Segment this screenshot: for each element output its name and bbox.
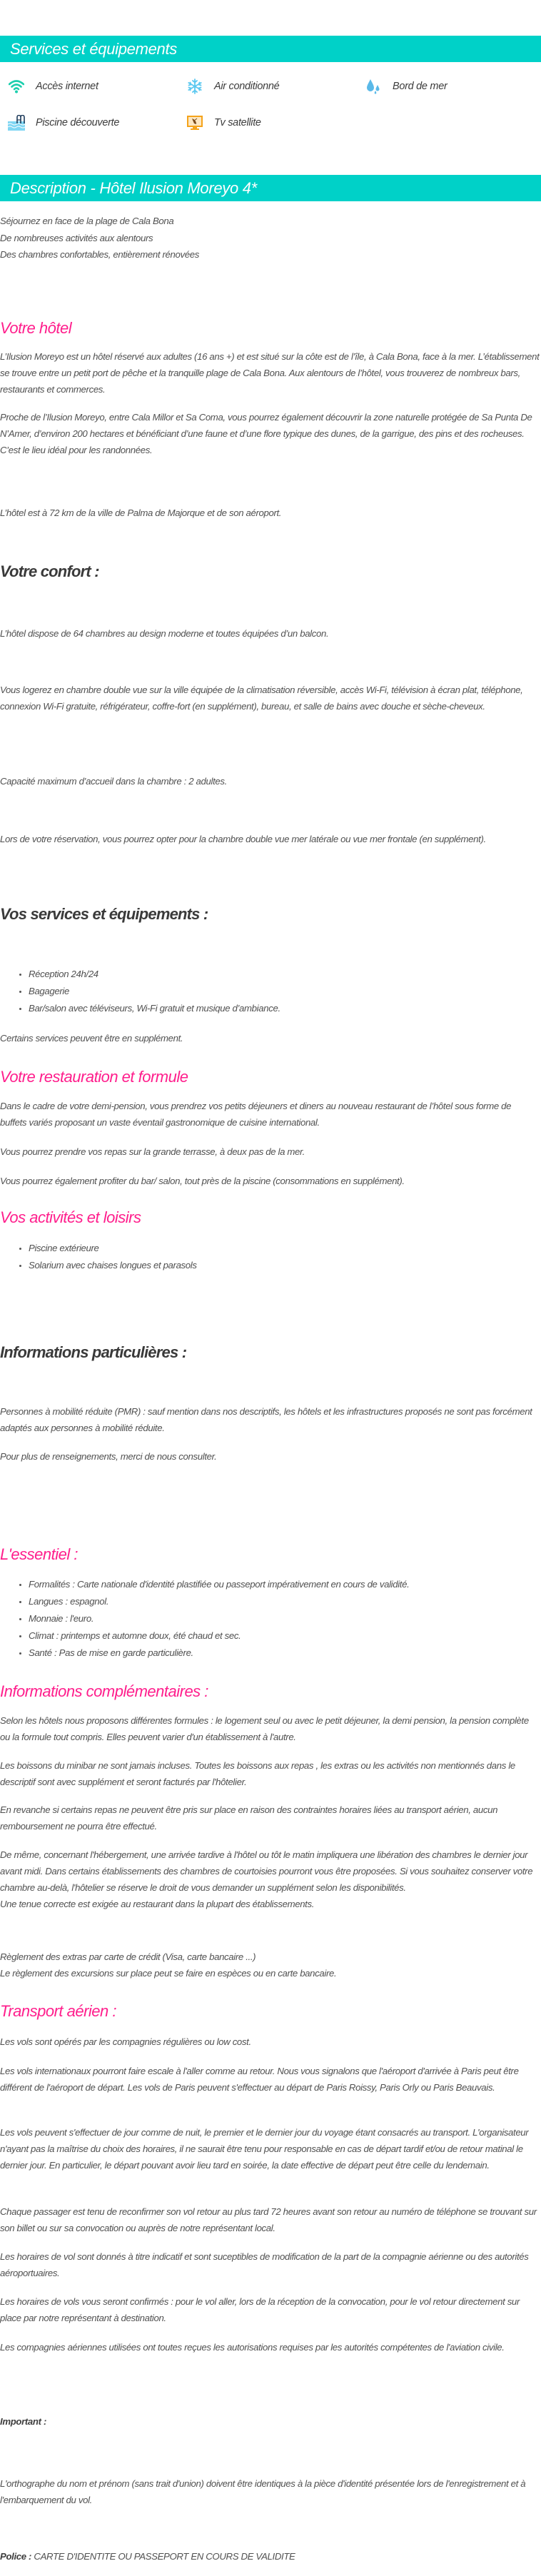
heading-infos-particulieres: Informations particulières : — [0, 1343, 187, 1361]
paragraph: Les horaires de vols vous seront confirmés : pour le vol aller, lors de la réception de la convocation, pour le vol retour directement sur place par notre représentant à destination. — [0, 2296, 520, 2323]
amenity-label: Tv satellite — [214, 117, 261, 128]
paragraph: L’hôtel dispose de 64 chambres au design moderne et toutes équipées d’un balcon. — [0, 628, 329, 639]
list-item: • Climat : printemps et automne doux, été chaud et sec. — [29, 1627, 409, 1645]
list-item: • Solarium avec chaises longues et parasols — [29, 1257, 197, 1274]
list-item: • Santé : Pas de mise en garde particulière. — [29, 1645, 409, 1662]
paragraph: Le règlement des excursions sur place peut se faire en espèces ou en carte bancaire. — [0, 1968, 337, 1979]
paragraph: L’Ilusion Moreyo est un hôtel réservé aux adultes (16 ans +) et est situé sur la côte est de l’île, à Cala Bona, face à la mer. L’établissement se trouve entre un petit port de pêche et la tranquille plage de Cala Bona. Aux alentours de l’hôtel, vous trouverez de nombreux bars, restaurants et commerces. — [0, 351, 540, 395]
paragraph: Les compagnies aériennes utilisées ont toutes reçues les autorisations requises par les autorités compétentes de l'aviation civile. — [0, 2342, 505, 2353]
paragraph: Les vols internationaux pourront faire escale à l'aller comme au retour. Nous vous signalons que l'aéroport d'arrivée à Paris peut être différent de l'aéroport de départ. Les vols de Paris peuvent s'effectuer au départ de Paris Roissy, Paris Orly ou Paris Beauvais. — [0, 2066, 519, 2093]
pool-icon — [7, 115, 26, 131]
paragraph: Capacité maximum d’accueil dans la chambre : 2 adultes. — [0, 776, 227, 787]
paragraph: Selon les hôtels nous proposons différentes formules : le logement seul ou avec le petit déjeuner, la demi pension, la pension complète ou la formule tout compris. Elles peuvent varier d'un établissement à l'autre. — [0, 1715, 529, 1742]
essentials-list — [0, 1576, 409, 1662]
services-section-header — [0, 36, 541, 62]
amenity-satellite-tv — [186, 114, 261, 131]
highlight-line: De nombreuses activités aux alentours — [0, 232, 153, 243]
paragraph: Lors de votre réservation, vous pourrez opter pour la chambre double vue mer latérale ou vue mer frontale (en supplément). — [0, 834, 486, 844]
heading-infos-complementaires: Informations complémentaires : — [0, 1682, 208, 1700]
highlight-line: Séjournez en face de la plage de Cala Bona — [0, 216, 174, 226]
paragraph: Les vols sont opérés par les compagnies régulières ou low cost. — [0, 2036, 251, 2047]
list-item: • Bagagerie — [29, 983, 280, 1000]
highlight-line: Des chambres confortables, entièrement rénovées — [0, 249, 199, 260]
amenity-outdoor-pool — [7, 114, 119, 131]
amenity-internet — [7, 78, 98, 95]
amenity-label: Accès internet — [36, 81, 98, 92]
paragraph: L’hôtel est à 72 km de la ville de Palma de Majorque et de son aéroport. — [0, 507, 282, 518]
services-title: Services et équipements — [10, 40, 178, 58]
list-item: • Langues : espagnol. — [29, 1593, 409, 1610]
description-section-header — [0, 175, 541, 201]
police-label: Police : — [0, 2551, 32, 2562]
paragraph: Les horaires de vol sont donnés à titre indicatif et sont suceptibles de modification de la part de la compagnie aérienne ou des autorités aéroportuaires. — [0, 2251, 529, 2278]
paragraph: Vous pourrez prendre vos repas sur la grande terrasse, à deux pas de la mer. — [0, 1146, 305, 1157]
activities-list — [0, 1240, 197, 1274]
paragraph-group — [0, 1949, 540, 1981]
heading-vos-services: Vos services et équipements : — [0, 905, 208, 923]
paragraph: Règlement des extras par carte de crédit (Visa, carte bancaire ...) — [0, 1951, 256, 1962]
list-item: • Réception 24h/24 — [29, 966, 280, 983]
heading-restauration: Votre restauration et formule — [0, 1068, 188, 1086]
paragraph: Chaque passager est tenu de reconfirmer son vol retour au plus tard 72 heures avant son retour au numéro de téléphone se trouvant sur son billet ou sur sa convocation ou auprès de notre représentant local. — [0, 2206, 537, 2233]
paragraph: Vous logerez en chambre double vue sur la ville équipée de la climatisation réversible, accès Wi-Fi, télévision à écran plat, téléphone, connexion Wi-Fi gratuite, réfrigérateur, coffre-fort (en supplément), bureau, et salle de bains avec douche et sèche-cheveux. — [0, 685, 523, 712]
paragraph: Personnes à mobilité réduite (PMR) : sauf mention dans nos descriptifs, les hôtels et les infrastructures proposés ne sont pas forcément adaptés aux personnes à mobilité réduite. — [0, 1406, 532, 1433]
amenity-label: Piscine découverte — [36, 117, 120, 128]
list-item: • Piscine extérieure — [29, 1240, 197, 1257]
paragraph: Les boissons du minibar ne sont jamais incluses. Toutes les boissons aux repas , les extras ou les activités non mentionnés dans le descriptif sont avec supplément et seront facturés par l'hôtelier. — [0, 1760, 515, 1787]
important-label: Important : — [0, 2416, 47, 2427]
heading-votre-hotel: Votre hôtel — [0, 319, 72, 337]
amenity-label: Bord de mer — [393, 81, 448, 92]
important-text: L'orthographe du nom et prénom (sans trait d'union) doivent être identiques à la pièce d'identité présentée lors de l'enregistrement et à l'embarquement du vol. — [0, 2478, 526, 2505]
heading-essentiel: L'essentiel : — [0, 1545, 78, 1563]
amenity-air-conditioning — [186, 78, 279, 95]
paragraph: De même, concernant l'hébergement, une arrivée tardive à l'hôtel ou tôt le matin impliquera une libération des chambres le dernier jour avant midi. Dans certains établissements des chambres de courtoisies pourront vous être proposées. Si vous souhaitez conserver votre chambre au-delà, l'hôtelier se réserve le droit de vous demander un supplément selon les disponibilités. — [0, 1849, 533, 1893]
heading-votre-confort: Votre confort : — [0, 562, 99, 580]
amenity-seaside — [364, 78, 448, 95]
amenity-label: Air conditionné — [214, 81, 280, 92]
paragraph: Les vols peuvent s'effectuer de jour comme de nuit, le premier et le dernier jour du voyage étant consacrés au transport. L'organisateur n'ayant pas la maîtrise du choix des horaires, il ne saurait être tenu pour responsable en cas de départ tardif et/ou de retour matinal le dernier jour. En particulier, le départ pouvant avoir lieu tard en soirée, la date effective de départ peut être celle du lendemain. — [0, 2127, 529, 2171]
satellite-tv-icon — [186, 115, 204, 131]
police-line — [0, 2548, 540, 2565]
paragraph: Proche de l’Ilusion Moreyo, entre Cala Millor et Sa Coma, vous pourrez également découvrir la zone naturelle protégée de Sa Punta De N’Amer, d’environ 200 hectares et bénéficiant d’une faune et d’une flore typique des dunes, de la garrigue, des pins et des rocheuses. C’est le lieu idéal pour les randonnées. — [0, 412, 532, 455]
paragraph: Une tenue correcte est exigée au restaurant dans la plupart des établissements. — [0, 1899, 315, 1909]
water-drops-icon — [364, 79, 383, 94]
paragraph: Pour plus de renseignements, merci de nous consulter. — [0, 1451, 217, 1462]
wifi-icon — [7, 79, 26, 94]
snowflake-icon — [186, 79, 204, 94]
services-list — [0, 966, 280, 1017]
description-title: Description - Hôtel Ilusion Moreyo 4* — [10, 179, 257, 197]
list-item: • Bar/salon avec téléviseurs, Wi-Fi gratuit et musique d’ambiance. — [29, 1000, 280, 1017]
paragraph: Dans le cadre de votre demi-pension, vous prendrez vos petits déjeuners et diners au nouveau restaurant de l’hôtel sous forme de buffets variés proposant un vaste éventail gastronomique de cuisine international. — [0, 1101, 512, 1128]
heading-activites: Vos activités et loisirs — [0, 1208, 141, 1226]
heading-transport: Transport aérien : — [0, 2002, 117, 2020]
list-item: • Formalités : Carte nationale d'identité plastifiée ou passeport impérativement en cours de validité. — [29, 1576, 409, 1593]
paragraph: Certains services peuvent être en supplément. — [0, 1033, 183, 1044]
paragraph-group — [0, 1847, 540, 1912]
hotel-highlights — [0, 213, 540, 263]
paragraph: Vous pourrez également profiter du bar/ salon, tout près de la piscine (consommations en supplément). — [0, 1176, 405, 1186]
paragraph: En revanche si certains repas ne peuvent être pris sur place en raison des contraintes horaires liées au transport aérien, aucun remboursement ne pourra être effectué. — [0, 1804, 498, 1832]
list-item: • Monnaie : l'euro. — [29, 1610, 409, 1627]
police-text: CARTE D'IDENTITE OU PASSEPORT EN COURS DE VALIDITE — [31, 2551, 295, 2562]
